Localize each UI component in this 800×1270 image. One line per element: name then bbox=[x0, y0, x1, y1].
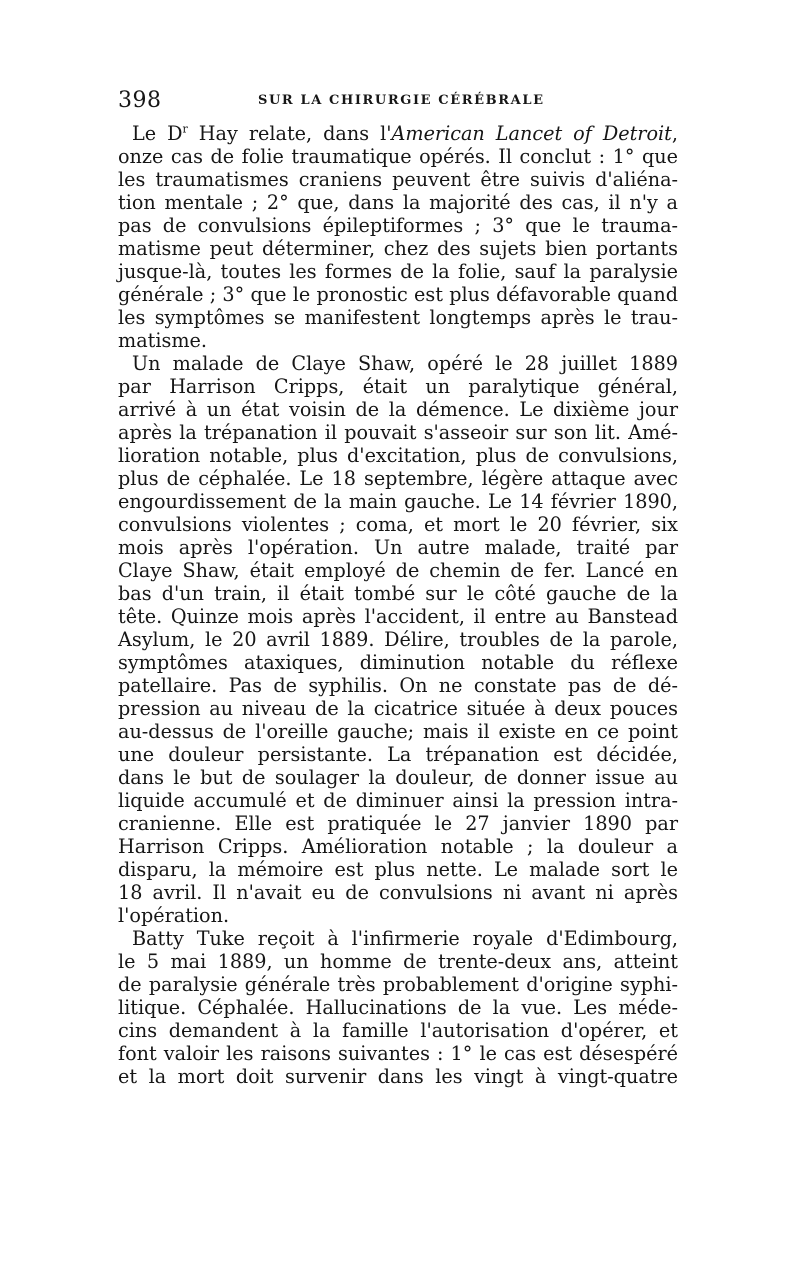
text-line: les traumatismes craniens peuvent être suivis d'aliéna- bbox=[118, 168, 678, 191]
text-line: tête. Quinze mois après l'accident, il entre au Banstead bbox=[118, 605, 678, 628]
text-line: cins demandent à la famille l'autorisation d'opérer, et bbox=[118, 1019, 678, 1042]
text-line bbox=[118, 122, 678, 145]
paragraph-3 bbox=[118, 927, 678, 1088]
text-line: par Harrison Cripps, était un paralytique général, bbox=[118, 375, 678, 398]
text-line: et la mort doit survenir dans les vingt à vingt-quatre bbox=[118, 1065, 678, 1088]
text-line: Harrison Cripps. Amélioration notable ; la douleur a bbox=[118, 835, 678, 858]
text-line: Claye Shaw, était employé de chemin de fer. Lancé en bbox=[118, 559, 678, 582]
paragraph-2 bbox=[118, 352, 678, 927]
superscript: r bbox=[182, 122, 188, 136]
text-line: le 5 mai 1889, un homme de trente-deux ans, atteint bbox=[118, 950, 678, 973]
text-line: 18 avril. Il n'avait eu de convulsions ni avant ni après bbox=[118, 881, 678, 904]
text-line: matisme peut déterminer, chez des sujets bien portants bbox=[118, 237, 678, 260]
running-title: SUR LA CHIRURGIE CÉRÉBRALE bbox=[258, 93, 545, 108]
text-line: cranienne. Elle est pratiquée le 27 janvier 1890 par bbox=[118, 812, 678, 835]
text-line: bas d'un train, il était tombé sur le côté gauche de la bbox=[118, 582, 678, 605]
text-line: symptômes ataxiques, diminution notable du réflexe bbox=[118, 651, 678, 674]
text-line: litique. Céphalée. Hallucinations de la vue. Les méde- bbox=[118, 996, 678, 1019]
text-line: une douleur persistante. La trépanation est décidée, bbox=[118, 743, 678, 766]
text-run: , bbox=[671, 122, 678, 145]
text-line: matisme. bbox=[118, 329, 207, 352]
paragraph-1 bbox=[118, 122, 678, 352]
text-line: mois après l'opération. Un autre malade, traité par bbox=[118, 536, 678, 559]
text-line: pas de convulsions épileptiformes ; 3° que le trauma- bbox=[118, 214, 678, 237]
page-header bbox=[118, 88, 678, 122]
text-line: font valoir les raisons suivantes : 1° le cas est désespéré bbox=[118, 1042, 678, 1065]
text-line: après la trépanation il pouvait s'asseoir sur son lit. Amé- bbox=[118, 421, 678, 444]
text-line: l'opération. bbox=[118, 904, 230, 927]
text-line: onze cas de folie traumatique opérés. Il conclut : 1° que bbox=[118, 145, 678, 168]
text-line: Un malade de Claye Shaw, opéré le 28 juillet 1889 bbox=[132, 352, 678, 375]
text-line: plus de céphalée. Le 18 septembre, légère attaque avec bbox=[118, 467, 678, 490]
book-page bbox=[118, 88, 678, 1088]
text-line: de paralysie générale très probablement d'origine syphi- bbox=[118, 973, 678, 996]
text-run: Hay relate, dans l' bbox=[187, 122, 392, 145]
text-line: disparu, la mémoire est plus nette. Le malade sort le bbox=[118, 858, 678, 881]
text-line: lioration notable, plus d'excitation, plus de convulsions, bbox=[118, 444, 678, 467]
text-line: Asylum, le 20 avril 1889. Délire, troubles de la parole, bbox=[118, 628, 678, 651]
page-number: 398 bbox=[118, 88, 162, 113]
text-line: arrivé à un état voisin de la démence. Le dixième jour bbox=[118, 398, 678, 421]
text-line: tion mentale ; 2° que, dans la majorité des cas, il n'y a bbox=[118, 191, 678, 214]
text-line: au-dessus de l'oreille gauche; mais il existe en ce point bbox=[118, 720, 678, 743]
journal-title: American Lancet of Detroit bbox=[391, 122, 672, 145]
text-run: Le D bbox=[132, 122, 183, 145]
text-line: jusque-là, toutes les formes de la folie, sauf la paralysie bbox=[118, 260, 678, 283]
text-line: dans le but de soulager la douleur, de donner issue au bbox=[118, 766, 678, 789]
text-line: patellaire. Pas de syphilis. On ne constate pas de dé- bbox=[118, 674, 678, 697]
text-line: liquide accumulé et de diminuer ainsi la pression intra- bbox=[118, 789, 678, 812]
text-line: les symptômes se manifestent longtemps après le trau- bbox=[118, 306, 678, 329]
text-line: convulsions violentes ; coma, et mort le 20 février, six bbox=[118, 513, 678, 536]
text-line: pression au niveau de la cicatrice située à deux pouces bbox=[118, 697, 678, 720]
body-text bbox=[118, 122, 678, 1088]
text-line: engourdissement de la main gauche. Le 14 février 1890, bbox=[118, 490, 678, 513]
text-line: générale ; 3° que le pronostic est plus défavorable quand bbox=[118, 283, 678, 306]
text-line: Batty Tuke reçoit à l'infirmerie royale d'Edimbourg, bbox=[132, 927, 678, 950]
